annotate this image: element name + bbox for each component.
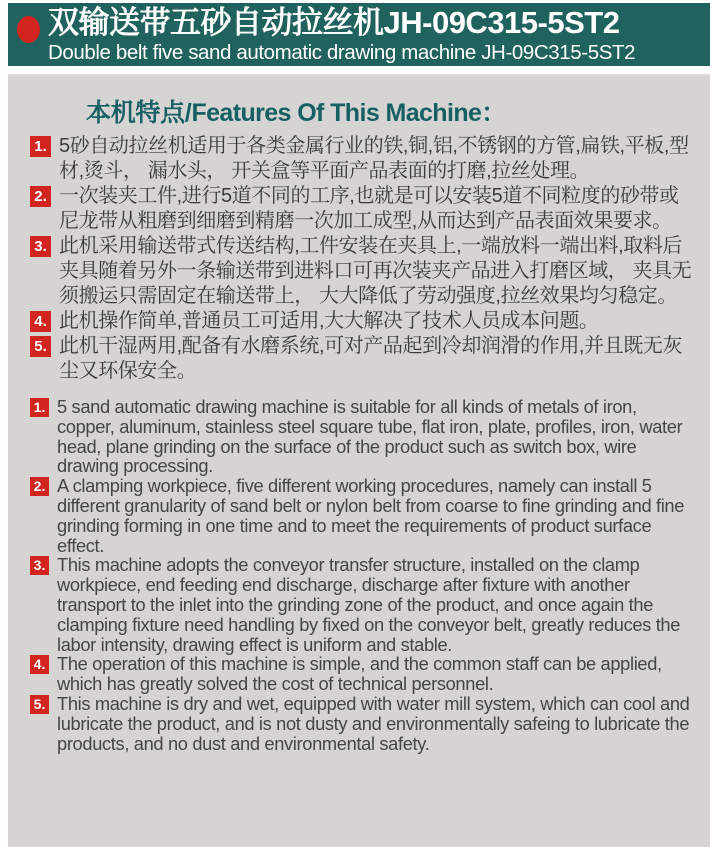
feature-item-en: [30, 476, 694, 555]
feature-item-cn: [30, 134, 694, 184]
features-panel: [8, 74, 710, 847]
feature-item-en: [30, 654, 694, 694]
product-title-en: Double belt five sand automatic drawing machine JH-09C315-5ST2: [48, 41, 636, 64]
feature-list-chinese: [30, 134, 694, 384]
feature-text-cn: 此机采用输送带式传送结构,工件安装在夹具上,一端放料一端出料,取料后夹具随着另外一条输送带到进料口可再次装夹产品进入打磨区域， 夹具无须搬运只需固定在输送带上， 大大降低了劳动强度,拉丝效果均匀稳定。: [59, 235, 692, 307]
item-number-badge: 2.: [30, 186, 51, 207]
feature-item-en: [30, 694, 694, 753]
item-number-badge: 2.: [30, 477, 49, 496]
feature-item-en: [30, 555, 694, 654]
banner-titles: [48, 4, 635, 64]
item-number-badge: 1.: [30, 398, 49, 417]
product-title-banner: [8, 3, 710, 66]
item-number-badge: 5.: [30, 336, 51, 357]
feature-text-cn: 一次装夹工件,进行5道不同的工序,也就是可以安装5道不同粒度的砂带或尼龙带从粗磨到细磨到精磨一次加工成型,从而达到产品表面效果要求。: [59, 185, 679, 232]
feature-text-cn: 此机操作简单,普通员工可适用,大大解决了技术人员成本问题。: [59, 310, 599, 332]
feature-list-english: [30, 397, 694, 753]
item-number-badge: 3.: [30, 236, 51, 257]
item-number-badge: 5.: [30, 695, 49, 714]
features-heading-en: Features Of This Machine：: [191, 99, 506, 127]
feature-item-cn: [30, 184, 694, 234]
feature-item-cn: [30, 334, 694, 384]
features-heading: [86, 98, 690, 128]
feature-text-cn: 此机干湿两用,配备有水磨系统,可对产品起到冷却润滑的作用,并且既无灰尘又环保安全。: [59, 335, 683, 382]
item-number-badge: 4.: [30, 655, 49, 674]
item-number-badge: 1.: [30, 136, 51, 157]
feature-text-en: This machine adopts the conveyor transfer structure, installed on the clamp workpiece, end feeding end discharge, discharge after fixture with another transport to the inlet into the grinding zone of the product, and once again the clamping fixture need handling by fixed on the conveyor belt, greatly reduces the labor intensity, drawing effect is uniform and stable.: [57, 554, 681, 655]
feature-text-en: A clamping workpiece, five different working procedures, namely can install 5 different granularity of sand belt or nylon belt from coarse to fine grinding and fine grinding forming in one time and to meet the requirements of product surface effect.: [57, 475, 685, 556]
product-title-cn: 双输送带五砂自动拉丝机JH-09C315-5ST2: [48, 5, 620, 40]
feature-text-cn: 5砂自动拉丝机适用于各类金属行业的铁,铜,铝,不锈钢的方管,扁铁,平板,型材,烫斗， 漏水头， 开关盒等平面产品表面的打磨,拉丝处理。: [59, 135, 689, 182]
feature-text-en: This machine is dry and wet, equipped with water mill system, which can cool and lubricate the product, and is not dusty and environmentally safeing to lubricate the products, and no dust and environmental safety.: [57, 692, 690, 754]
feature-text-en: The operation of this machine is simple, and the common staff can be applied, which has greatly solved the cost of technical personnel.: [57, 653, 662, 695]
feature-text-en: 5 sand automatic drawing machine is suitable for all kinds of metals of iron, copper, aluminum, stainless steel square tube, flat iron, plate, profiles, iron, water head, plane grinding on the surface of the product such as switch box, wire drawing processing.: [57, 396, 683, 477]
red-bullet-icon: [17, 16, 40, 43]
features-heading-cn: 本机特点/: [86, 99, 192, 127]
feature-item-cn: [30, 234, 694, 309]
feature-item-en: [30, 397, 694, 476]
feature-item-cn: [30, 309, 694, 334]
item-number-badge: 3.: [30, 556, 49, 575]
item-number-badge: 4.: [30, 311, 51, 332]
